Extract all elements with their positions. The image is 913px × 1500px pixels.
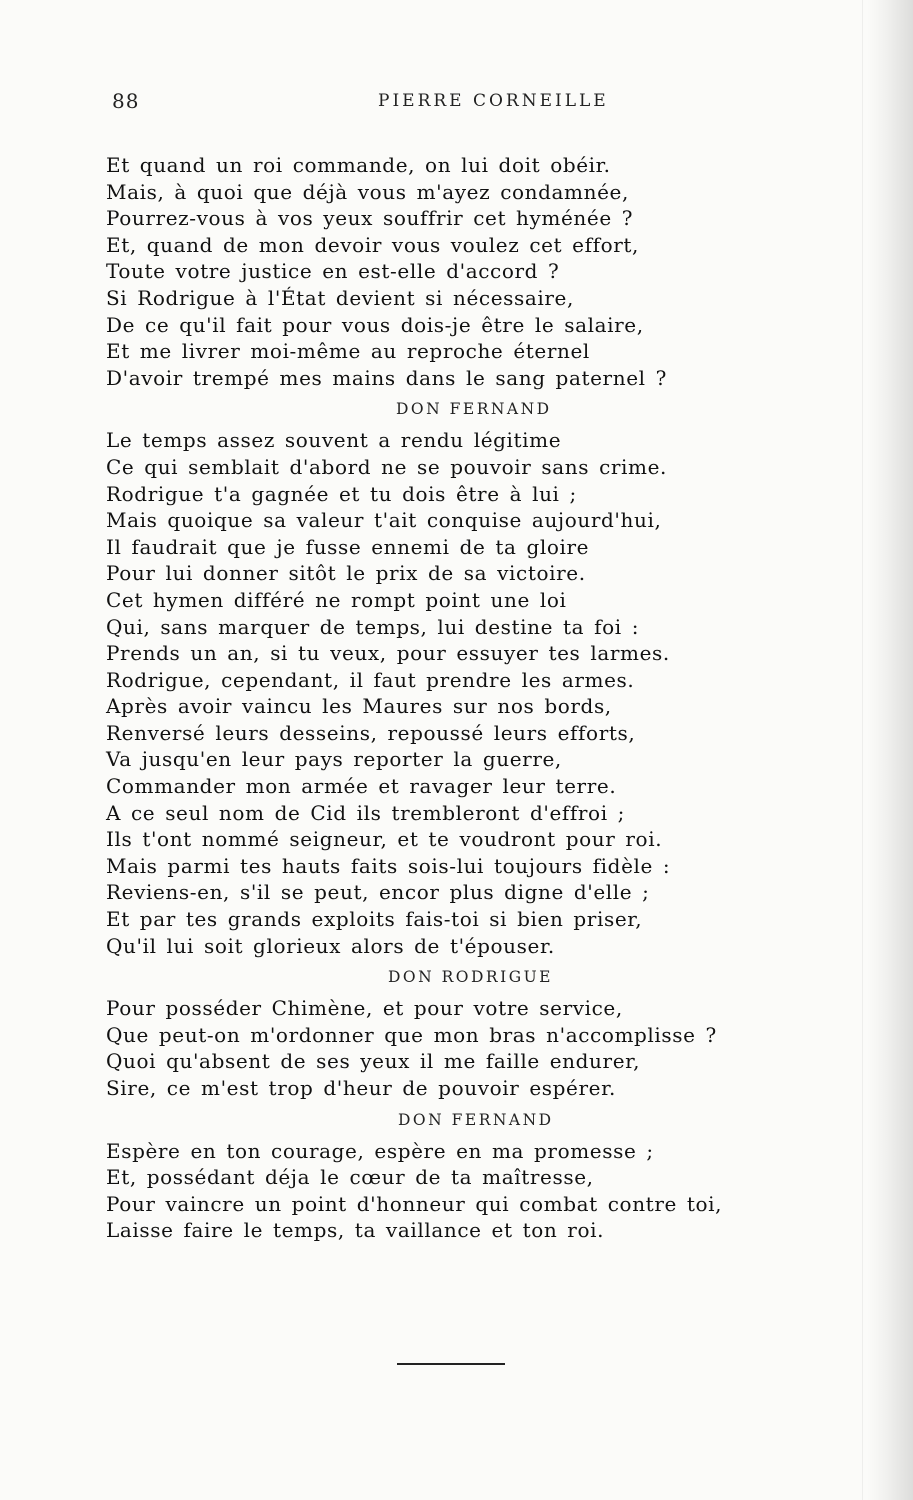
verse-line: Et, possédant déja le cœur de ta maîtresse,: [106, 1165, 594, 1190]
verse-line: Si Rodrigue à l'État devient si nécessaire,: [106, 285, 574, 310]
verse-line: Quoi qu'absent de ses yeux il me faille endurer,: [106, 1049, 641, 1074]
speaker-name: DON FERNAND: [396, 400, 552, 419]
verse-line: A ce seul nom de Cid ils trembleront d'effroi ;: [106, 800, 625, 825]
page-header: [108, 89, 738, 119]
verse-line: Pour vaincre un point d'honneur qui combat contre toi,: [106, 1191, 723, 1216]
verse-line: Et par tes grands exploits fais-toi si bien priser,: [106, 907, 643, 932]
verse-line: Après avoir vaincu les Maures sur nos bords,: [106, 694, 612, 719]
verse-line: Laisse faire le temps, ta vaillance et ton roi.: [106, 1218, 605, 1243]
verse-line: Et, quand de mon devoir vous voulez cet effort,: [106, 232, 639, 257]
verse-line: Toute votre justice en est-elle d'accord ?: [106, 259, 560, 284]
verse-line: Commander mon armée et ravager leur terre.: [106, 774, 617, 799]
verse-line: Sire, ce m'est trop d'heur de pouvoir espérer.: [106, 1076, 617, 1100]
verse-line: Rodrigue t'a gagnée et tu dois être à lui ;: [106, 481, 577, 506]
verse-line: Cet hymen différé ne rompt point une loi: [106, 587, 567, 612]
verse-line: Mais parmi tes hauts faits sois-lui toujours fidèle :: [106, 853, 671, 878]
verse-line: Pour posséder Chimène, et pour votre service,: [106, 996, 623, 1021]
verse-line: Que peut-on m'ordonner que mon bras n'accomplisse ?: [106, 1022, 717, 1047]
speaker-name: DON RODRIGUE: [388, 968, 553, 987]
verse-line: D'avoir trempé mes mains dans le sang paternel ?: [106, 365, 667, 390]
verse-block: [106, 152, 806, 391]
verse-line: Prends un an, si tu veux, pour essuyer tes larmes.: [106, 641, 670, 666]
play-text: [106, 152, 806, 1244]
verse-line: Mais, à quoi que déjà vous m'ayez condamnée,: [106, 179, 629, 204]
verse-line: Renversé leurs desseins, repoussé leurs efforts,: [106, 720, 636, 745]
verse-block: [106, 1138, 806, 1244]
verse-block: [106, 427, 806, 959]
verse-line: Et quand un roi commande, on lui doit obéir.: [106, 153, 611, 177]
verse-line: Reviens-en, s'il se peut, encor plus digne d'elle ;: [106, 880, 650, 905]
end-rule: [397, 1363, 505, 1365]
verse-line: Pour lui donner sitôt le prix de sa victoire.: [106, 561, 586, 586]
page-number: 88: [112, 89, 140, 113]
verse-line: Qui, sans marquer de temps, lui destine ta foi :: [106, 614, 640, 639]
verse-line: Ce qui semblait d'abord ne se pouvoir sans crime.: [106, 454, 668, 479]
verse-line: Qu'il lui soit glorieux alors de t'épouser.: [106, 933, 555, 958]
verse-line: Et me livrer moi-même au reproche éternel: [106, 339, 590, 364]
running-head: PIERRE CORNEILLE: [378, 91, 609, 111]
verse-line: De ce qu'il fait pour vous dois-je être le salaire,: [106, 312, 644, 337]
verse-line: Rodrigue, cependant, il faut prendre les armes.: [106, 667, 635, 692]
verse-line: Pourrez-vous à vos yeux souffrir cet hyménée ?: [106, 206, 634, 231]
verse-line: Le temps assez souvent a rendu légitime: [106, 428, 562, 453]
verse-line: Mais quoique sa valeur t'ait conquise aujourd'hui,: [106, 508, 662, 533]
verse-line: Il faudrait que je fusse ennemi de ta gloire: [106, 534, 590, 559]
verse-block: [106, 995, 806, 1101]
speaker-name: DON FERNAND: [398, 1110, 554, 1129]
page-edge-shadow: [867, 0, 913, 1500]
verse-line: Espère en ton courage, espère en ma promesse ;: [106, 1138, 654, 1163]
verse-line: Ils t'ont nommé seigneur, et te voudront pour roi.: [106, 827, 663, 852]
verse-line: Va jusqu'en leur pays reporter la guerre,: [106, 747, 562, 772]
